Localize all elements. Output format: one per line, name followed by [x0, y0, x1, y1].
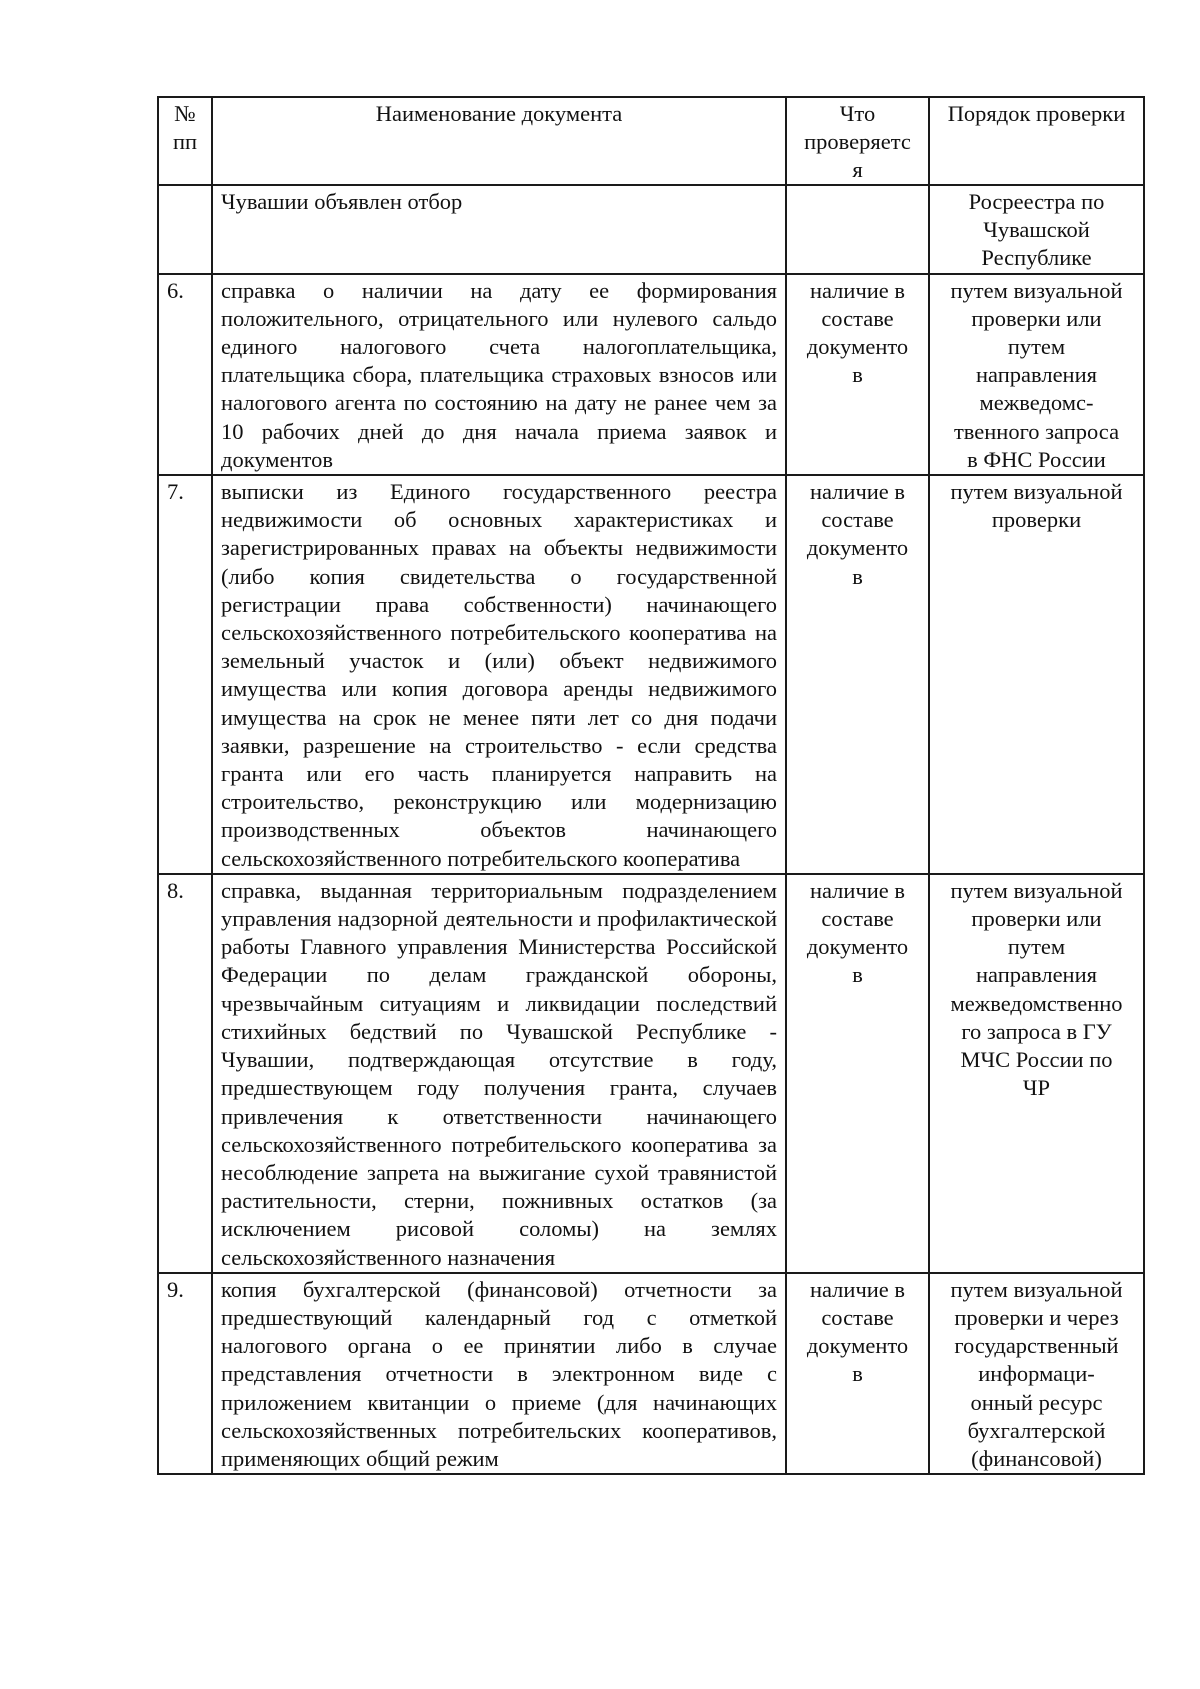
row-number	[158, 185, 212, 274]
header-number-line: пп	[172, 129, 198, 155]
procedure-line: путем	[1007, 934, 1066, 960]
row-number: 7.	[158, 475, 212, 874]
what-line: наличие в	[809, 277, 906, 303]
what-line: наличие в	[809, 877, 906, 903]
row-document-name: копия бухгалтерской (финансовой) отчетности за предшествующий календарный год с отметкой налогового органа о ее принятии либо в случае представления отчетности в электронном виде с приложением квитанции о приеме (для начинающих сельскохозяйственных потребительских кооперативов, применяющих общий режим	[212, 1273, 786, 1474]
row-document-name: справка, выданная территориальным подразделением управления надзорной деятельности и профилактической работы Главного управления Министерства Российской Федерации по делам гражданской обороны, чрезвычайным ситуациям и ликвидации последствий стихийных бедствий по Чувашской Республике - Чувашии, подтверждающая отсутствие в году, предшествующем году получения гранта, случаев привлечения к ответственности начинающего сельскохозяйственного потребительского кооператива за несоблюдение запрета на выжигание сухой травянистой растительности, стерни, пожнивных остатков (за исключением рисовой соломы) на землях сельскохозяйственного назначения	[212, 874, 786, 1273]
row-number: 6.	[158, 274, 212, 475]
table-row	[158, 475, 1144, 874]
what-line: документо	[806, 1333, 909, 1359]
what-line: составе	[821, 906, 894, 932]
procedure-line: направления	[976, 362, 1097, 388]
procedure-line: информаци-	[978, 1361, 1095, 1387]
header-number-line: №	[174, 101, 196, 126]
what-line: наличие в	[809, 1276, 906, 1302]
header-what-line: проверяетс	[804, 129, 911, 154]
procedure-line: проверки	[991, 507, 1082, 533]
what-line: составе	[821, 1304, 894, 1330]
procedure-line: направления	[976, 962, 1097, 988]
row-check-procedure	[929, 1273, 1144, 1474]
procedure-line: Республике	[981, 245, 1092, 271]
what-line: в	[852, 362, 863, 388]
what-line: составе	[821, 305, 894, 331]
row-document-name: Чувашии объявлен отбор	[212, 185, 786, 274]
document-check-table	[157, 96, 1145, 1475]
row-what-checked	[786, 475, 929, 874]
procedure-line: Росреестра по	[968, 189, 1105, 214]
procedure-line: МЧС России по	[960, 1047, 1113, 1073]
procedure-line: бухгалтерской	[967, 1417, 1106, 1443]
row-check-procedure	[929, 874, 1144, 1273]
what-line: в	[852, 962, 863, 988]
row-number: 8.	[158, 874, 212, 1273]
procedure-line: го запроса в ГУ	[961, 1018, 1112, 1044]
procedure-line: путем визуальной	[950, 479, 1123, 505]
procedure-line: межведомственно	[950, 990, 1123, 1016]
header-what-line: я	[852, 157, 863, 182]
procedure-line: проверки или	[971, 305, 1102, 331]
table-row	[158, 185, 1144, 274]
row-what-checked	[786, 874, 929, 1273]
row-what-checked	[786, 274, 929, 475]
procedure-line: (финансовой)	[971, 1445, 1102, 1471]
what-line: документо	[806, 535, 909, 561]
procedure-line: Чувашской	[983, 217, 1090, 243]
procedure-line: путем визуальной	[950, 1276, 1123, 1302]
table-row	[158, 874, 1144, 1273]
procedure-line: онный ресурс	[970, 1389, 1103, 1415]
what-line: документо	[806, 934, 909, 960]
table-row	[158, 1273, 1144, 1474]
what-line: документо	[806, 334, 909, 360]
procedure-line: межведомс-	[979, 390, 1094, 416]
procedure-line: проверки и через	[954, 1304, 1119, 1330]
what-line: составе	[821, 507, 894, 533]
what-line: в	[852, 563, 863, 589]
what-line: в	[852, 1361, 863, 1387]
row-document-name: выписки из Единого государственного реестра недвижимости об основных характеристиках и зарегистрированных правах на объекты недвижимости (либо копия свидетельства о государственной регистрации права собственности) начинающего сельскохозяйственного потребительского кооператива на земельный участок и (или) объект недвижимого имущества или копия договора аренды недвижимого имущества на срок не менее пяти лет со дня подачи заявки, разрешение на строительство - если средства гранта или его часть планируется направить на строительство, реконструкцию или модернизацию производственных объектов начинающего сельскохозяйственного потребительского кооператива	[212, 475, 786, 874]
table-header-row	[158, 97, 1144, 185]
table-row	[158, 274, 1144, 475]
row-check-procedure	[929, 475, 1144, 874]
procedure-line: проверки или	[971, 906, 1102, 932]
header-number	[158, 97, 212, 185]
header-what-line: Что	[839, 101, 876, 126]
row-what-checked	[786, 185, 929, 274]
row-number: 9.	[158, 1273, 212, 1474]
procedure-line: путем визуальной	[950, 277, 1123, 303]
row-document-name: справка о наличии на дату ее формирования положительного, отрицательного или нулевого сальдо единого налогового счета налогоплательщика, плательщика сбора, плательщика страховых взносов или налогового агента по состоянию на дату не ранее чем за 10 рабочих дней до дня начала приема заявок и документов	[212, 274, 786, 475]
procedure-line: ЧР	[1022, 1075, 1051, 1101]
header-what-checked	[786, 97, 929, 185]
row-check-procedure	[929, 185, 1144, 274]
header-check-procedure: Порядок проверки	[929, 97, 1144, 185]
procedure-line: твенного запроса	[953, 418, 1120, 444]
procedure-line: путем визуальной	[950, 877, 1123, 903]
procedure-line: в ФНС России	[967, 446, 1106, 472]
procedure-line: путем	[1007, 334, 1066, 360]
row-what-checked	[786, 1273, 929, 1474]
what-line: наличие в	[809, 479, 906, 505]
header-document-name: Наименование документа	[212, 97, 786, 185]
row-check-procedure	[929, 274, 1144, 475]
procedure-line: государственный	[954, 1333, 1119, 1359]
